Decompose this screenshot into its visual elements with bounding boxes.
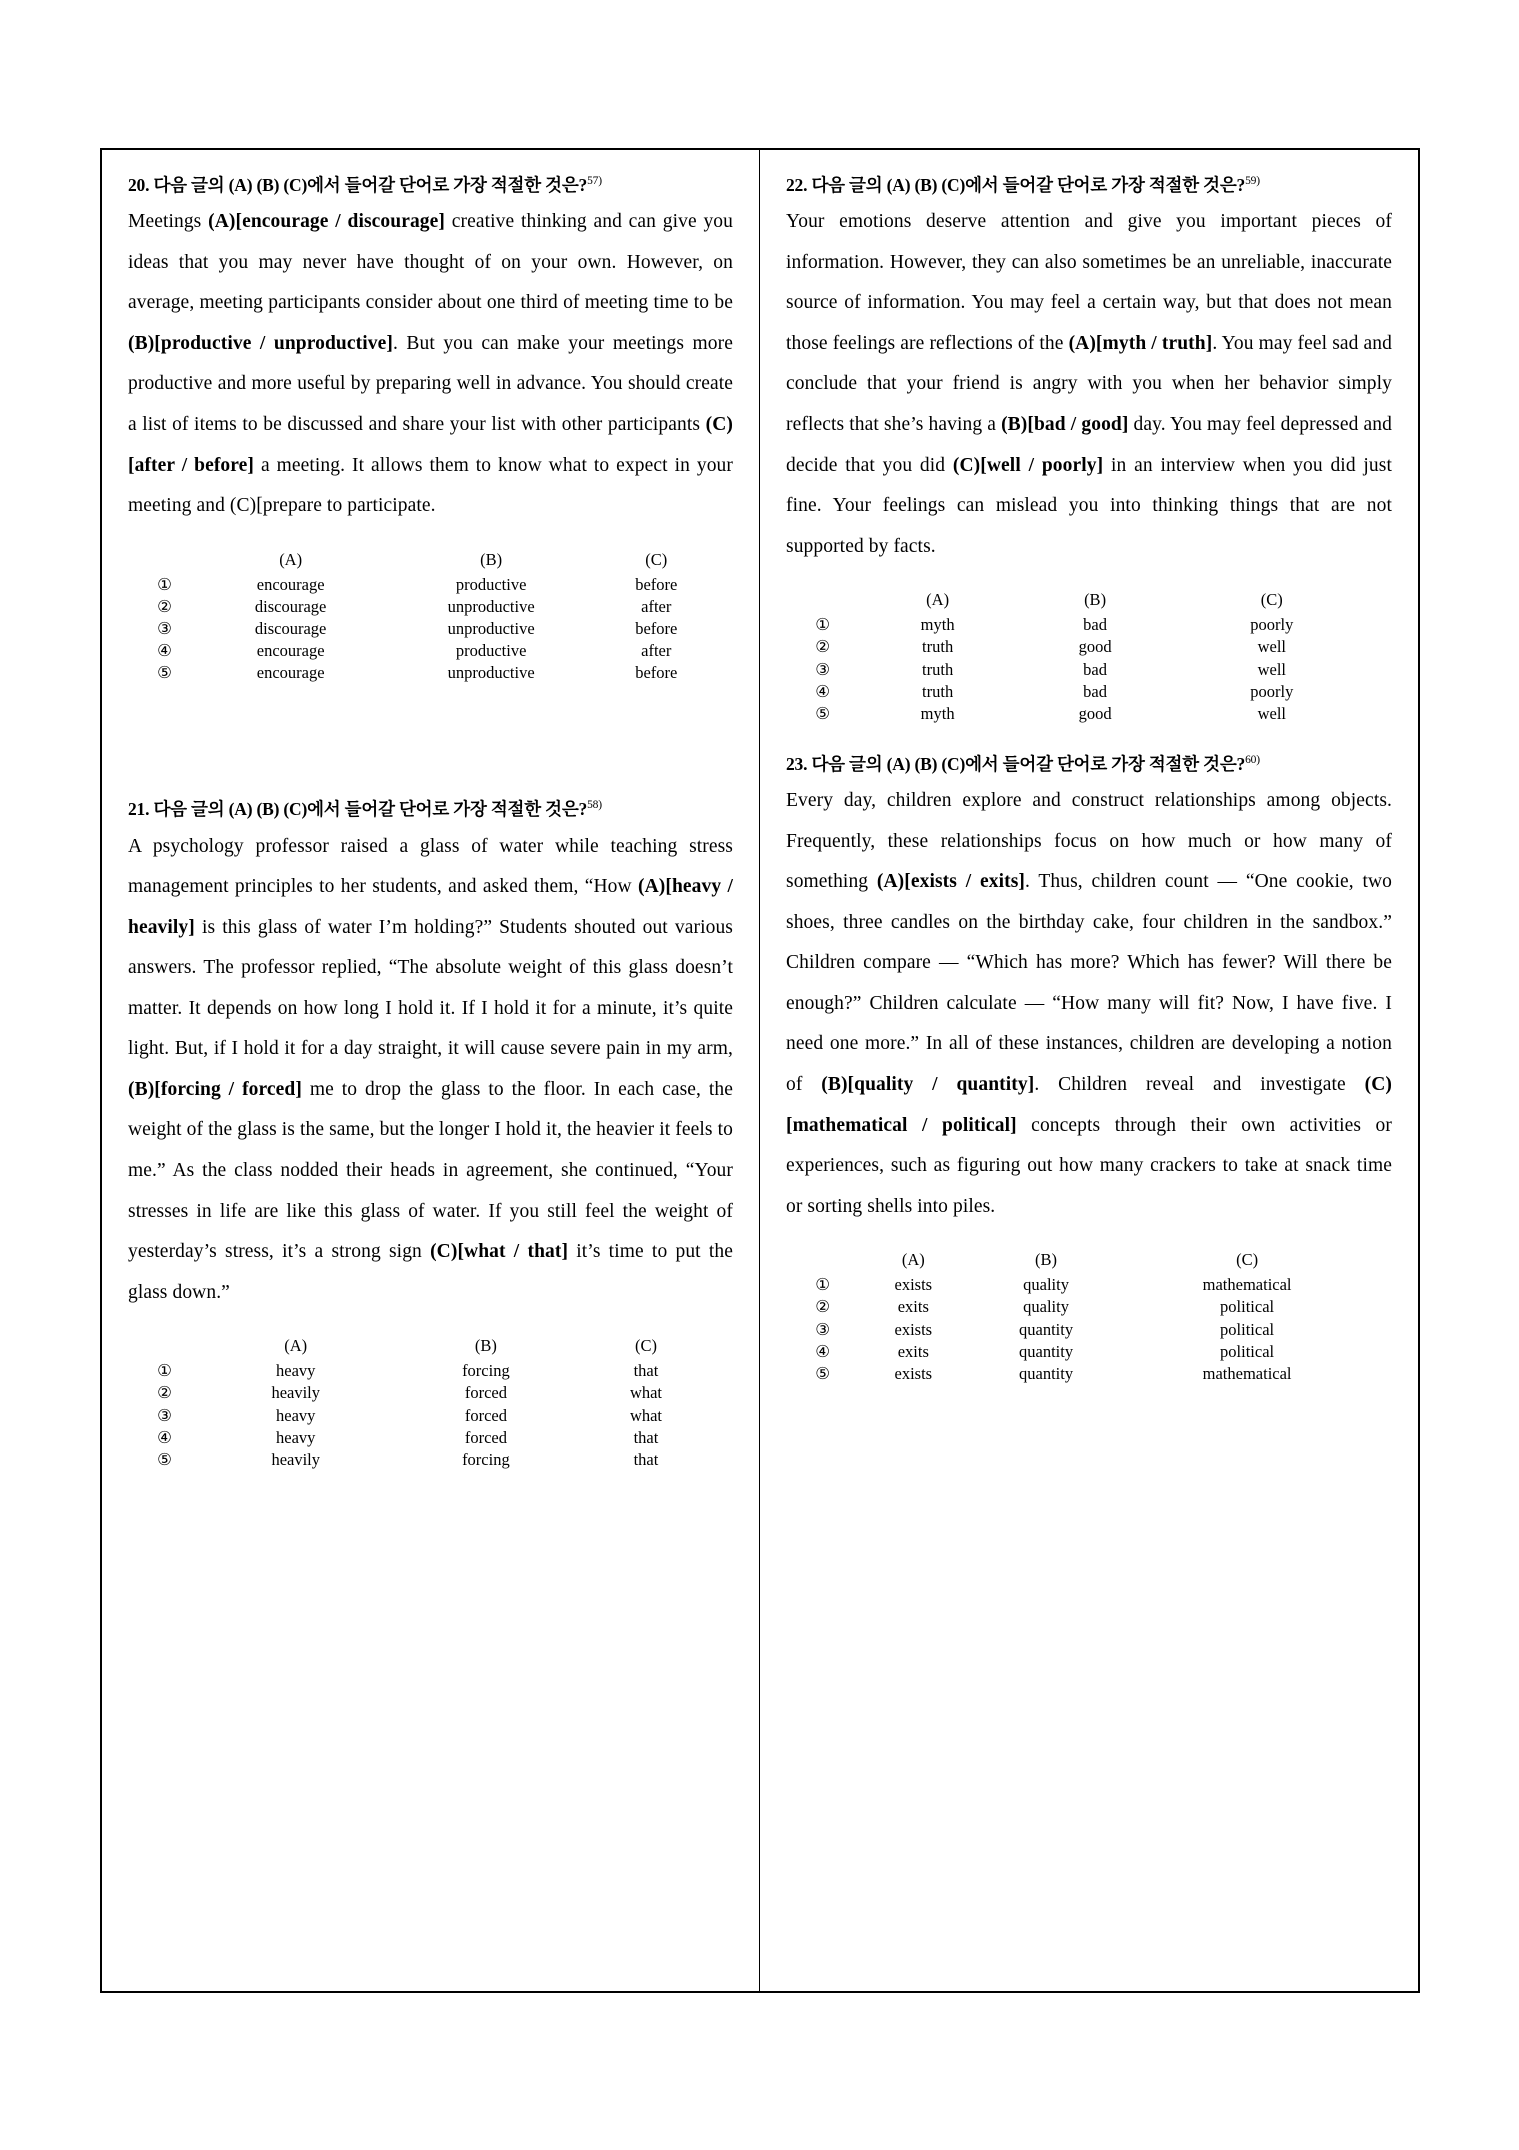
choice-cell-a: exits <box>897 1297 929 1317</box>
choice-cell-c: well <box>1257 703 1287 723</box>
choice-row[interactable] <box>149 1360 712 1382</box>
question-passage-20: Meetings (A)[encourage / discourage] creative thinking and can give you ideas that you may never have thought of on your own. However, on average, meeting participants consider about one third of meeting time to be (B)[productive / unproductive]. But you can make your meetings more productive and more useful by preparing well in advance. You should create a list of items to be discussed and share your list with other participants (C)[after / before] a meeting. It allows them to know what to expect in your meeting and (C)[prepare to participate. <box>128 211 733 517</box>
choice-row[interactable] <box>149 596 712 618</box>
choice-cell-c: political <box>1220 1297 1275 1317</box>
choice-cell-b: quantity <box>1019 1363 1074 1383</box>
choices-header-b: (B) <box>1084 590 1107 610</box>
question-title-21: 다음 글의 (A) (B) (C)에서 들어갈 단어로 가장 적절한 것은? <box>153 799 588 820</box>
question-heading-21 <box>128 796 733 822</box>
choice-cell-b: bad <box>1083 659 1107 679</box>
choice-row[interactable] <box>807 703 1371 725</box>
choice-row[interactable] <box>807 1274 1371 1296</box>
choice-row[interactable] <box>807 636 1371 658</box>
choice-cell-num: ⑤ <box>157 1449 172 1469</box>
choices-header-c: (C) <box>645 549 668 569</box>
choice-cell-c: that <box>633 1361 659 1381</box>
choice-cell-c: what <box>629 1383 663 1403</box>
choices-header-row <box>149 1335 712 1360</box>
choice-row[interactable] <box>149 662 712 684</box>
choice-cell-num: ① <box>815 615 830 635</box>
choices-header-b: (B) <box>480 549 503 569</box>
choices-body-22 <box>807 614 1371 725</box>
choices-header-row <box>807 1249 1371 1274</box>
choice-cell-num: ① <box>157 574 172 594</box>
choice-cell-num: ② <box>157 596 172 616</box>
choice-row[interactable] <box>807 659 1371 681</box>
choice-cell-a: heavy <box>276 1427 316 1447</box>
choice-cell-a: myth <box>920 703 955 723</box>
choice-cell-c: political <box>1220 1319 1275 1339</box>
choice-cell-b: bad <box>1083 615 1107 635</box>
choice-cell-b: forcing <box>462 1449 510 1469</box>
choices-22 <box>786 589 1392 725</box>
choice-cell-c: that <box>633 1427 659 1447</box>
choice-cell-c: political <box>1220 1341 1275 1361</box>
choices-header-a: (A) <box>279 549 303 569</box>
choice-cell-c: mathematical <box>1202 1275 1292 1295</box>
choice-cell-a: discourage <box>254 619 327 638</box>
choice-cell-a: encourage <box>256 641 325 661</box>
question-block-22 <box>786 172 1392 725</box>
question-passage-21: A psychology professor raised a glass of water while teaching stress management principles to her students, and asked them, “How (A)[heavy / heavily] is this glass of water I’m holding?” Students shouted out various answers. The professor replied, “The absolute weight of this glass doesn’t matter. It depends on how long I hold it. If I hold it for a minute, it’s quite light. But, if I hold it for a day straight, it will cause severe pain in my arm, (B)[forcing / forced] me to drop the glass to the floor. In each case, the weight of the glass is the same, but the longer I hold it, the heavier it feels to me.” As the class nodded their heads in agreement, she continued, “Your stresses in life are like this glass of water. If you still feel the weight of yesterday’s stress, it’s a strong sign (C)[what / that] it’s time to put the glass down.” <box>128 835 733 1303</box>
question-number-23: 23. <box>786 753 808 774</box>
choice-row[interactable] <box>149 1427 712 1449</box>
choice-cell-a: heavily <box>271 1449 321 1469</box>
choice-cell-num: ③ <box>815 659 830 679</box>
choices-header-a: (A) <box>901 1250 925 1270</box>
choice-cell-a: exists <box>894 1363 933 1383</box>
choices-header-b: (B) <box>474 1336 497 1356</box>
choice-cell-c: well <box>1257 637 1287 657</box>
choice-cell-a: myth <box>920 615 955 635</box>
choice-row[interactable] <box>149 574 712 596</box>
choice-cell-b: unproductive <box>447 596 535 616</box>
choice-cell-num: ② <box>815 1297 830 1317</box>
choice-cell-c: before <box>635 574 678 594</box>
choices-body-23 <box>807 1274 1371 1385</box>
choice-row[interactable] <box>807 681 1371 703</box>
right-column <box>760 150 1418 1991</box>
question-heading-20 <box>128 172 733 198</box>
choice-cell-c: before <box>635 663 678 683</box>
choice-cell-c: that <box>633 1449 659 1469</box>
choice-cell-num: ① <box>157 1361 172 1381</box>
choices-body-20 <box>149 574 712 685</box>
choices-header-row <box>149 549 712 574</box>
choice-cell-num: ② <box>157 1383 172 1403</box>
choice-cell-c: before <box>635 619 678 638</box>
choices-header-c: (C) <box>634 1336 657 1356</box>
choices-table-20 <box>149 549 712 685</box>
choice-cell-num: ③ <box>157 619 172 638</box>
choice-row[interactable] <box>807 1296 1371 1318</box>
choice-cell-b: forcing <box>462 1361 510 1381</box>
choice-row[interactable] <box>149 640 712 662</box>
choices-header-c: (C) <box>1260 590 1283 610</box>
choice-cell-c: poorly <box>1250 681 1294 701</box>
choice-cell-num: ③ <box>815 1319 830 1339</box>
choice-row[interactable] <box>807 1341 1371 1363</box>
choices-header-a: (A) <box>284 1336 308 1356</box>
choice-cell-a: truth <box>922 637 954 657</box>
choice-cell-b: quantity <box>1019 1341 1074 1361</box>
choice-cell-b: forced <box>464 1427 507 1447</box>
choice-cell-c: after <box>641 596 672 616</box>
choice-cell-num: ① <box>815 1275 830 1295</box>
choice-cell-a: exits <box>897 1341 929 1361</box>
choice-cell-a: exists <box>894 1319 933 1339</box>
choice-cell-a: encourage <box>256 663 325 683</box>
question-block-23 <box>786 751 1392 1385</box>
choice-cell-b: quality <box>1023 1297 1069 1317</box>
choice-cell-b: bad <box>1083 681 1107 701</box>
choice-cell-b: forced <box>464 1383 507 1403</box>
choice-cell-num: ④ <box>157 641 172 661</box>
choice-cell-num: ⑤ <box>157 663 172 683</box>
question-title-23: 다음 글의 (A) (B) (C)에서 들어갈 단어로 가장 적절한 것은? <box>811 753 1246 774</box>
choices-header-c: (C) <box>1236 1250 1259 1270</box>
choice-row[interactable] <box>149 1405 712 1427</box>
choice-cell-b: forced <box>464 1405 507 1425</box>
choice-cell-num: ④ <box>815 681 830 701</box>
question-passage-23: Every day, children explore and construct relationships among objects. Frequently, these relationships focus on how much or how many of something (A)[exists / exits]. Thus, children count — “One cookie, two shoes, three candles on the birthday cake, four children in the sandbox.” Children compare — “Which has more? Which has fewer? Will there be enough?” Children calculate — “How many will fit? Now, I have five. I need one more.” In all of these instances, children are developing a notion of (B)[quality / quantity]. Children reveal and investigate (C)[mathematical / political] concepts through their own activities or experiences, such as figuring out how many crackers to take at snack time or sorting shells into piles. <box>786 790 1393 1217</box>
question-title-20: 다음 글의 (A) (B) (C)에서 들어갈 단어로 가장 적절한 것은? <box>153 175 588 195</box>
choice-cell-num: ③ <box>157 1405 172 1425</box>
question-heading-23 <box>786 751 1392 777</box>
choice-cell-a: heavy <box>276 1361 316 1381</box>
choice-cell-a: truth <box>922 659 954 679</box>
question-number-21: 21. <box>128 799 150 820</box>
choice-cell-c: well <box>1257 659 1287 679</box>
choice-cell-num: ④ <box>815 1341 830 1361</box>
choice-cell-a: heavy <box>276 1405 316 1425</box>
question-footnote-23: 60) <box>1245 754 1260 767</box>
question-footnote-20: 57) <box>587 175 602 188</box>
choice-cell-c: after <box>641 641 672 661</box>
choice-cell-c: poorly <box>1250 615 1294 635</box>
choice-row[interactable] <box>807 1363 1371 1385</box>
question-footnote-21: 58) <box>587 799 602 812</box>
choice-cell-b: quality <box>1023 1275 1069 1295</box>
choices-21 <box>128 1335 733 1471</box>
choices-body-21 <box>149 1360 712 1471</box>
left-column <box>102 150 760 1991</box>
choice-cell-b: good <box>1078 703 1112 723</box>
choice-cell-num: ⑤ <box>815 1363 830 1383</box>
question-title-22: 다음 글의 (A) (B) (C)에서 들어갈 단어로 가장 적절한 것은? <box>811 175 1246 195</box>
choice-cell-a: exists <box>894 1275 933 1295</box>
worksheet-page <box>100 148 1420 1993</box>
question-footnote-22: 59) <box>1245 175 1260 188</box>
choice-cell-num: ⑤ <box>815 703 830 723</box>
column-spacer <box>128 710 733 796</box>
question-passage-22: Your emotions deserve attention and give you important pieces of information. However, they can also sometimes be an unreliable, inaccurate source of information. You may feel a certain way, but that does not mean those feelings are reflections of the (A)[myth / truth]. You may feel sad and conclude that your friend is angry with you when her behavior simply reflects that she’s having a (B)[bad / good] day. You may feel depressed and decide that you did (C)[well / poorly] in an interview when you did just fine. Your feelings can mislead you into thinking things that are not supported by facts. <box>786 211 1392 557</box>
choice-cell-a: heavily <box>271 1383 321 1403</box>
choice-cell-a: discourage <box>254 596 327 616</box>
choices-table-22 <box>807 589 1371 725</box>
choices-table-23 <box>807 1249 1371 1385</box>
choices-table-21 <box>149 1335 712 1471</box>
question-number-22: 22. <box>786 175 808 195</box>
choice-row[interactable] <box>149 1449 712 1471</box>
choice-cell-c: mathematical <box>1202 1363 1292 1383</box>
question-block-20 <box>128 172 733 684</box>
choice-cell-num: ④ <box>157 1427 172 1447</box>
choices-header-b: (B) <box>1035 1250 1058 1270</box>
two-column-layout <box>102 150 1418 1991</box>
choice-cell-a: encourage <box>256 574 325 594</box>
choices-header-row <box>807 589 1371 614</box>
choice-cell-b: good <box>1078 637 1112 657</box>
question-block-21 <box>128 796 733 1471</box>
question-heading-22 <box>786 172 1392 198</box>
choice-row[interactable] <box>149 618 712 640</box>
question-number-20: 20. <box>128 175 150 195</box>
choices-20 <box>128 549 733 685</box>
choice-row[interactable] <box>807 614 1371 636</box>
choice-cell-num: ② <box>815 637 830 657</box>
choice-cell-b: unproductive <box>447 663 535 683</box>
choice-row[interactable] <box>807 1319 1371 1341</box>
choice-cell-c: what <box>629 1405 663 1425</box>
choices-header-a: (A) <box>926 590 950 610</box>
choice-cell-b: unproductive <box>447 619 535 638</box>
choices-23 <box>786 1249 1392 1385</box>
choice-cell-b: quantity <box>1019 1319 1074 1339</box>
choice-cell-b: productive <box>455 574 527 594</box>
choice-cell-b: productive <box>455 641 527 661</box>
choice-cell-a: truth <box>922 681 954 701</box>
choice-row[interactable] <box>149 1382 712 1404</box>
